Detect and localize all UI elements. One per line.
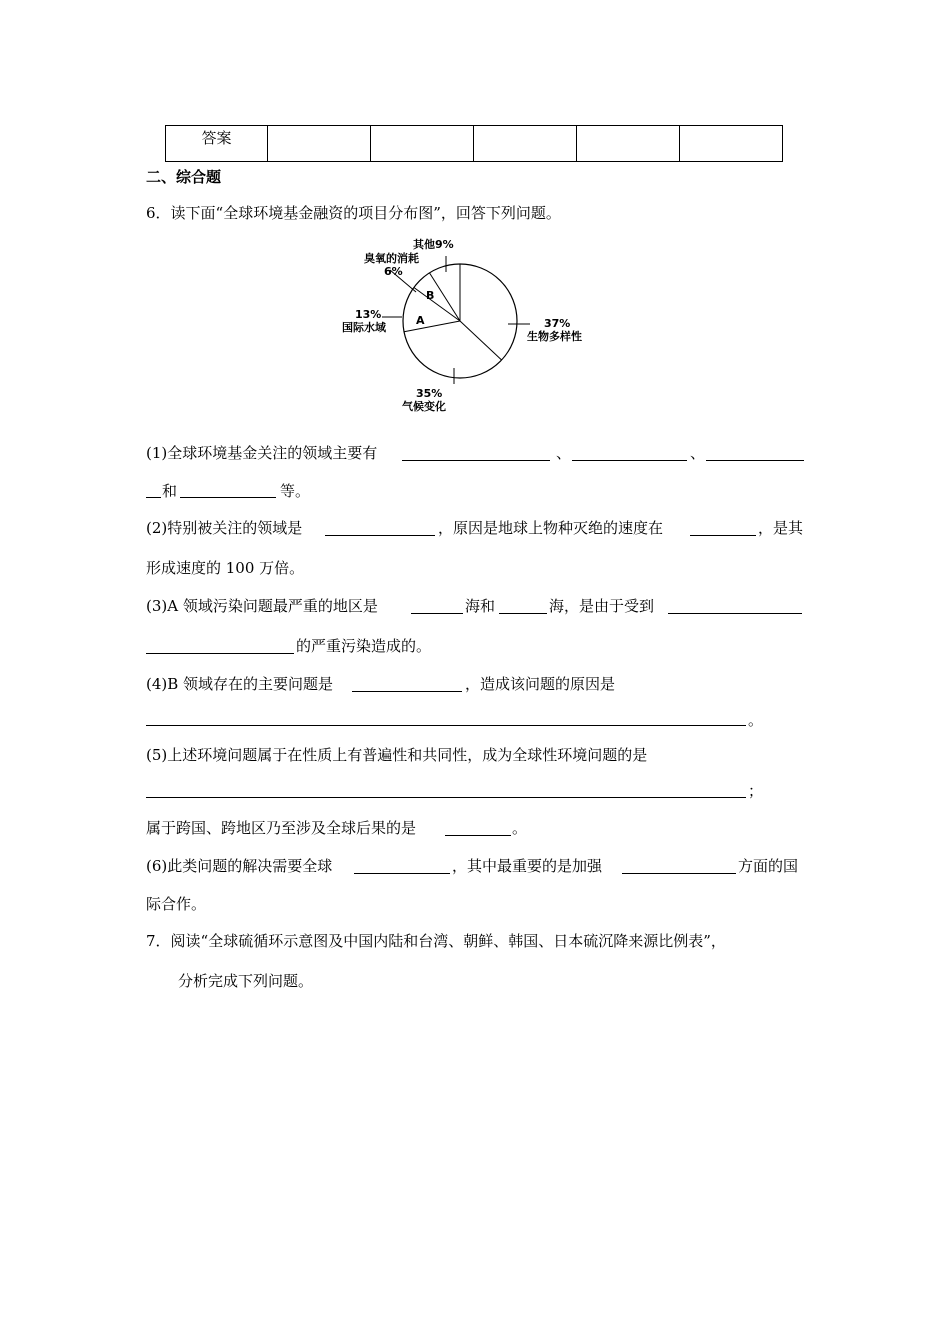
blank-2a[interactable] xyxy=(325,535,435,536)
answer-label: 答案 xyxy=(166,126,268,162)
label-A: A xyxy=(416,314,425,327)
blank-2b[interactable] xyxy=(690,535,756,536)
q6-part4-text: (4)B 领域存在的主要问题是 xyxy=(146,675,334,693)
answer-cell-5[interactable] xyxy=(680,126,783,162)
q6-part1-text: (1)全球环境基金关注的领域主要有 xyxy=(146,444,378,462)
blank-3c-cont[interactable] xyxy=(146,653,294,654)
blank-3b[interactable] xyxy=(499,613,547,614)
answer-table xyxy=(165,125,783,162)
q6-part5-text: (5)上述环境问题属于在性质上有普遍性和共同性，成为全球性环境问题的是 xyxy=(146,746,648,764)
q6-part6-text-d: 际合作。 xyxy=(146,895,207,913)
q6-part2-text: (2)特别被关注的领域是 xyxy=(146,519,303,537)
q6-part2-text-d: 形成速度的 100 万倍。 xyxy=(146,559,305,577)
q6-part1-sep2: 、 xyxy=(690,444,706,462)
label-climate-name: 气候变化 xyxy=(402,400,446,413)
q6-part4-text-b: ，造成该问题的原因是 xyxy=(465,675,616,693)
question-6-stem: 6．读下面“全球环境基金融资的项目分布图”，回答下列问题。 xyxy=(146,204,561,222)
blank-5a[interactable] xyxy=(146,797,746,798)
answer-cell-4[interactable] xyxy=(577,126,680,162)
blank-4b[interactable] xyxy=(146,725,746,726)
blank-3c[interactable] xyxy=(668,613,802,614)
question-7-stem-2: 分析完成下列问题。 xyxy=(178,972,314,990)
label-water-name: 国际水域 xyxy=(342,321,386,334)
pie-chart xyxy=(330,232,630,422)
blank-1c-cont[interactable] xyxy=(146,497,161,498)
blank-1b[interactable] xyxy=(572,460,687,461)
q6-part6-text-c: 方面的国 xyxy=(738,857,799,875)
q6-part1-end: 等。 xyxy=(280,482,311,500)
blank-1a[interactable] xyxy=(402,460,550,461)
answer-cell-1[interactable] xyxy=(268,126,371,162)
table-row xyxy=(166,126,783,162)
label-bio-name: 生物多样性 xyxy=(527,330,582,343)
blank-6b[interactable] xyxy=(622,873,736,874)
label-ozone-pct: 6% xyxy=(384,265,403,278)
q6-part3-text-c: 海，是由于受到 xyxy=(549,597,655,615)
q6-part3-text-d: 的严重污染造成的。 xyxy=(296,637,432,655)
question-7-stem: 7．阅读“全球硫循环示意图及中国内陆和台湾、朝鲜、韩国、日本硫沉降来源比例表”， xyxy=(146,932,726,950)
blank-3a[interactable] xyxy=(411,613,463,614)
label-bio-pct: 37% xyxy=(544,317,571,330)
answer-cell-2[interactable] xyxy=(371,126,474,162)
label-climate-pct: 35% xyxy=(416,387,443,400)
q6-part6-text-b: ，其中最重要的是加强 xyxy=(452,857,603,875)
blank-4a[interactable] xyxy=(352,691,462,692)
label-ozone-name: 臭氧的消耗 xyxy=(364,252,419,265)
label-other: 其他9% xyxy=(413,238,454,251)
q6-part4-end: 。 xyxy=(748,711,764,729)
q6-part1-and: 和 xyxy=(162,482,178,500)
q6-part1-sep1: 、 xyxy=(556,444,572,462)
section-heading: 二、综合题 xyxy=(146,168,222,186)
q6-part5-text-b: 属于跨国、跨地区乃至涉及全球后果的是 xyxy=(146,819,417,837)
blank-6a[interactable] xyxy=(354,873,450,874)
blank-5b[interactable] xyxy=(445,835,511,836)
q6-part2-text-c: ，是其 xyxy=(758,519,804,537)
label-B: B xyxy=(426,289,435,302)
q6-part3-text-b: 海和 xyxy=(465,597,496,615)
q6-part5-text-c: 。 xyxy=(512,819,528,837)
label-water-pct: 13% xyxy=(355,308,382,321)
q6-part6-text: (6)此类问题的解决需要全球 xyxy=(146,857,333,875)
q6-part3-text: (3)A 领域污染问题最严重的地区是 xyxy=(146,597,378,615)
blank-1c[interactable] xyxy=(706,460,804,461)
q6-part2-text-b: ，原因是地球上物种灭绝的速度在 xyxy=(438,519,664,537)
answer-cell-3[interactable] xyxy=(474,126,577,162)
q6-part5-end: ； xyxy=(748,782,764,800)
blank-1d[interactable] xyxy=(180,497,276,498)
